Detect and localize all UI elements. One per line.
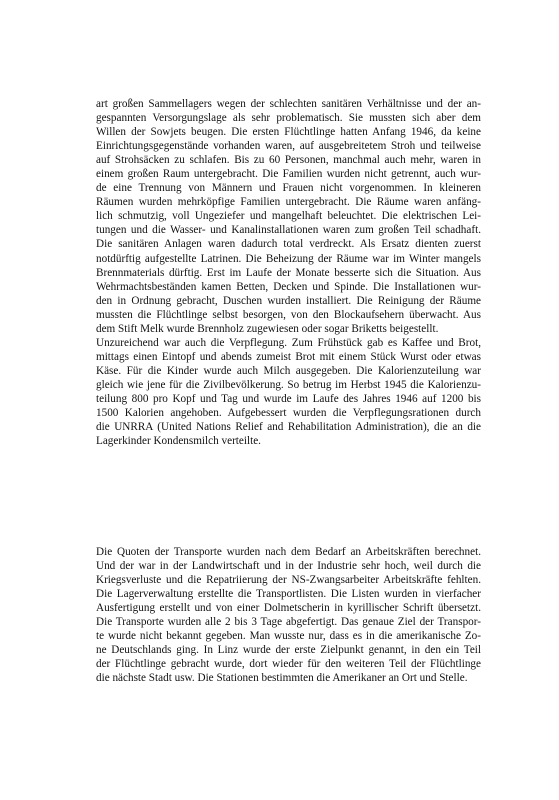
text-line: mussten die Flüchtlinge selbst besorgen, von den Blockaufsehern überwacht. Aus — [96, 308, 481, 321]
text-line: gespannten Versorgungslage als sehr problematisch. Sie mussten sich aber dem — [96, 112, 481, 125]
text-line: Die Quoten der Transporte wurden nach dem Bedarf an Arbeitskräften berechnet. — [96, 546, 481, 558]
text-line: gleich wie jene für die Zivilbevölkerung. So betrug im Herbst 1945 die Kalorienzu- — [96, 378, 481, 391]
text-line: notdürftig aufgestellte Latrinen. Die Beheizung der Räume war im Winter mangels — [96, 252, 481, 265]
text-line: art großen Sammellagers wegen der schlechten sanitären Verhältnisse und der an- — [96, 98, 481, 110]
paragraph-lager-conditions — [96, 97, 481, 448]
text-line: der Flüchtlinge gebracht wurde, dort wieder für den weiteren Teil der Flüchtlinge — [96, 658, 481, 671]
text-line: Die Lagerverwaltung erstellte die Transportlisten. Die Listen wurden in vierfacher — [96, 588, 481, 601]
text-line: Und der war in der Landwirtschaft und in der Industrie sehr hoch, weil durch die — [96, 560, 481, 573]
text-line: auf Strohsäcken zu schlafen. Bis zu 60 Personen, manchmal auch mehr, waren in — [96, 154, 481, 167]
text-line: Käse. Für die Kinder wurde auch Milch ausgegeben. Die Kalorienzuteilung war — [96, 364, 481, 377]
text-line: Wehrmachtsbeständen kamen Betten, Decken und Spinde. Die Installationen wur- — [96, 280, 481, 293]
text-line: Räumen wurden mehrköpfige Familien untergebracht. Die Räume waren anfäng- — [96, 196, 481, 209]
text-line: tungen und die Wasser- und Kanalinstallationen waren zum großen Teil schadhaft. — [96, 224, 481, 237]
text-line: teilung 800 pro Kopf und Tag und wurde im Laufe des Jahres 1946 auf 1200 bis — [96, 392, 481, 405]
text-line: Unzureichend war auch die Verpflegung. Zum Frühstück gab es Kaffee und Brot, — [96, 336, 481, 349]
text-line: lich schmutzig, voll Ungeziefer und mangelhaft beleuchtet. Die elektrischen Lei- — [96, 210, 481, 223]
text-line: mittags einen Eintopf und abends zumeist Brot mit einem Stück Wurst oder etwas — [96, 350, 481, 363]
text-line: die UNRRA (United Nations Relief and Rehabilitation Administration), die an die — [96, 421, 481, 434]
text-line: ne Deutschlands ging. In Linz wurde der erste Zielpunkt genannt, in den ein Teil — [96, 644, 481, 657]
text-line: Die sanitären Anlagen waren dadurch total verdreckt. Als Ersatz dienten zuerst — [96, 238, 481, 251]
text-line: Willen der Sowjets beugen. Die ersten Flüchtlinge hatten Anfang 1946, da keine — [96, 126, 481, 139]
text-line: 1500 Kalorien angehoben. Aufgebessert wurden die Verpflegungsrationen durch — [96, 407, 481, 420]
text-line: Einrichtungsgegenstände vorhanden waren, auf ausgebreitetem Stroh und teilweise — [96, 140, 481, 153]
text-line: Lagerkinder Kondensmilch verteilte. — [96, 435, 261, 448]
paragraph-transport-quotas — [96, 545, 481, 685]
text-line: die nächste Stadt usw. Die Stationen bestimmten die Amerikaner an Ort und Stelle. — [96, 672, 468, 685]
text-line: den in Ordnung gebracht, Duschen wurden installiert. Die Reinigung der Räume — [96, 294, 481, 307]
text-line: einem großen Raum untergebracht. Die Familien wurden nicht getrennt, auch wur- — [96, 168, 481, 181]
text-line: de eine Trennung von Männern und Frauen nicht vorgenommen. In kleineren — [96, 182, 481, 195]
text-line: Brennmaterials dürftig. Erst im Laufe der Monate besserte sich die Situation. Aus — [96, 266, 481, 279]
text-line: te wurde nicht bekannt gegeben. Man wusste nur, dass es in die amerikanische Zo- — [96, 630, 481, 643]
text-line: Die Transporte wurden alle 2 bis 3 Tage abgefertigt. Das genaue Ziel der Transpor- — [96, 616, 481, 629]
text-line: Ausfertigung erstellt und von einer Dolmetscherin in kyrillischer Schrift übersetzt. — [96, 602, 481, 615]
text-line: Kriegsverluste und die Repatriierung der NS-Zwangsarbeiter Arbeitskräfte fehlten. — [96, 574, 481, 587]
text-line: dem Stift Melk wurde Brennholz zugewiesen oder sogar Briketts beigestellt. — [96, 322, 439, 335]
